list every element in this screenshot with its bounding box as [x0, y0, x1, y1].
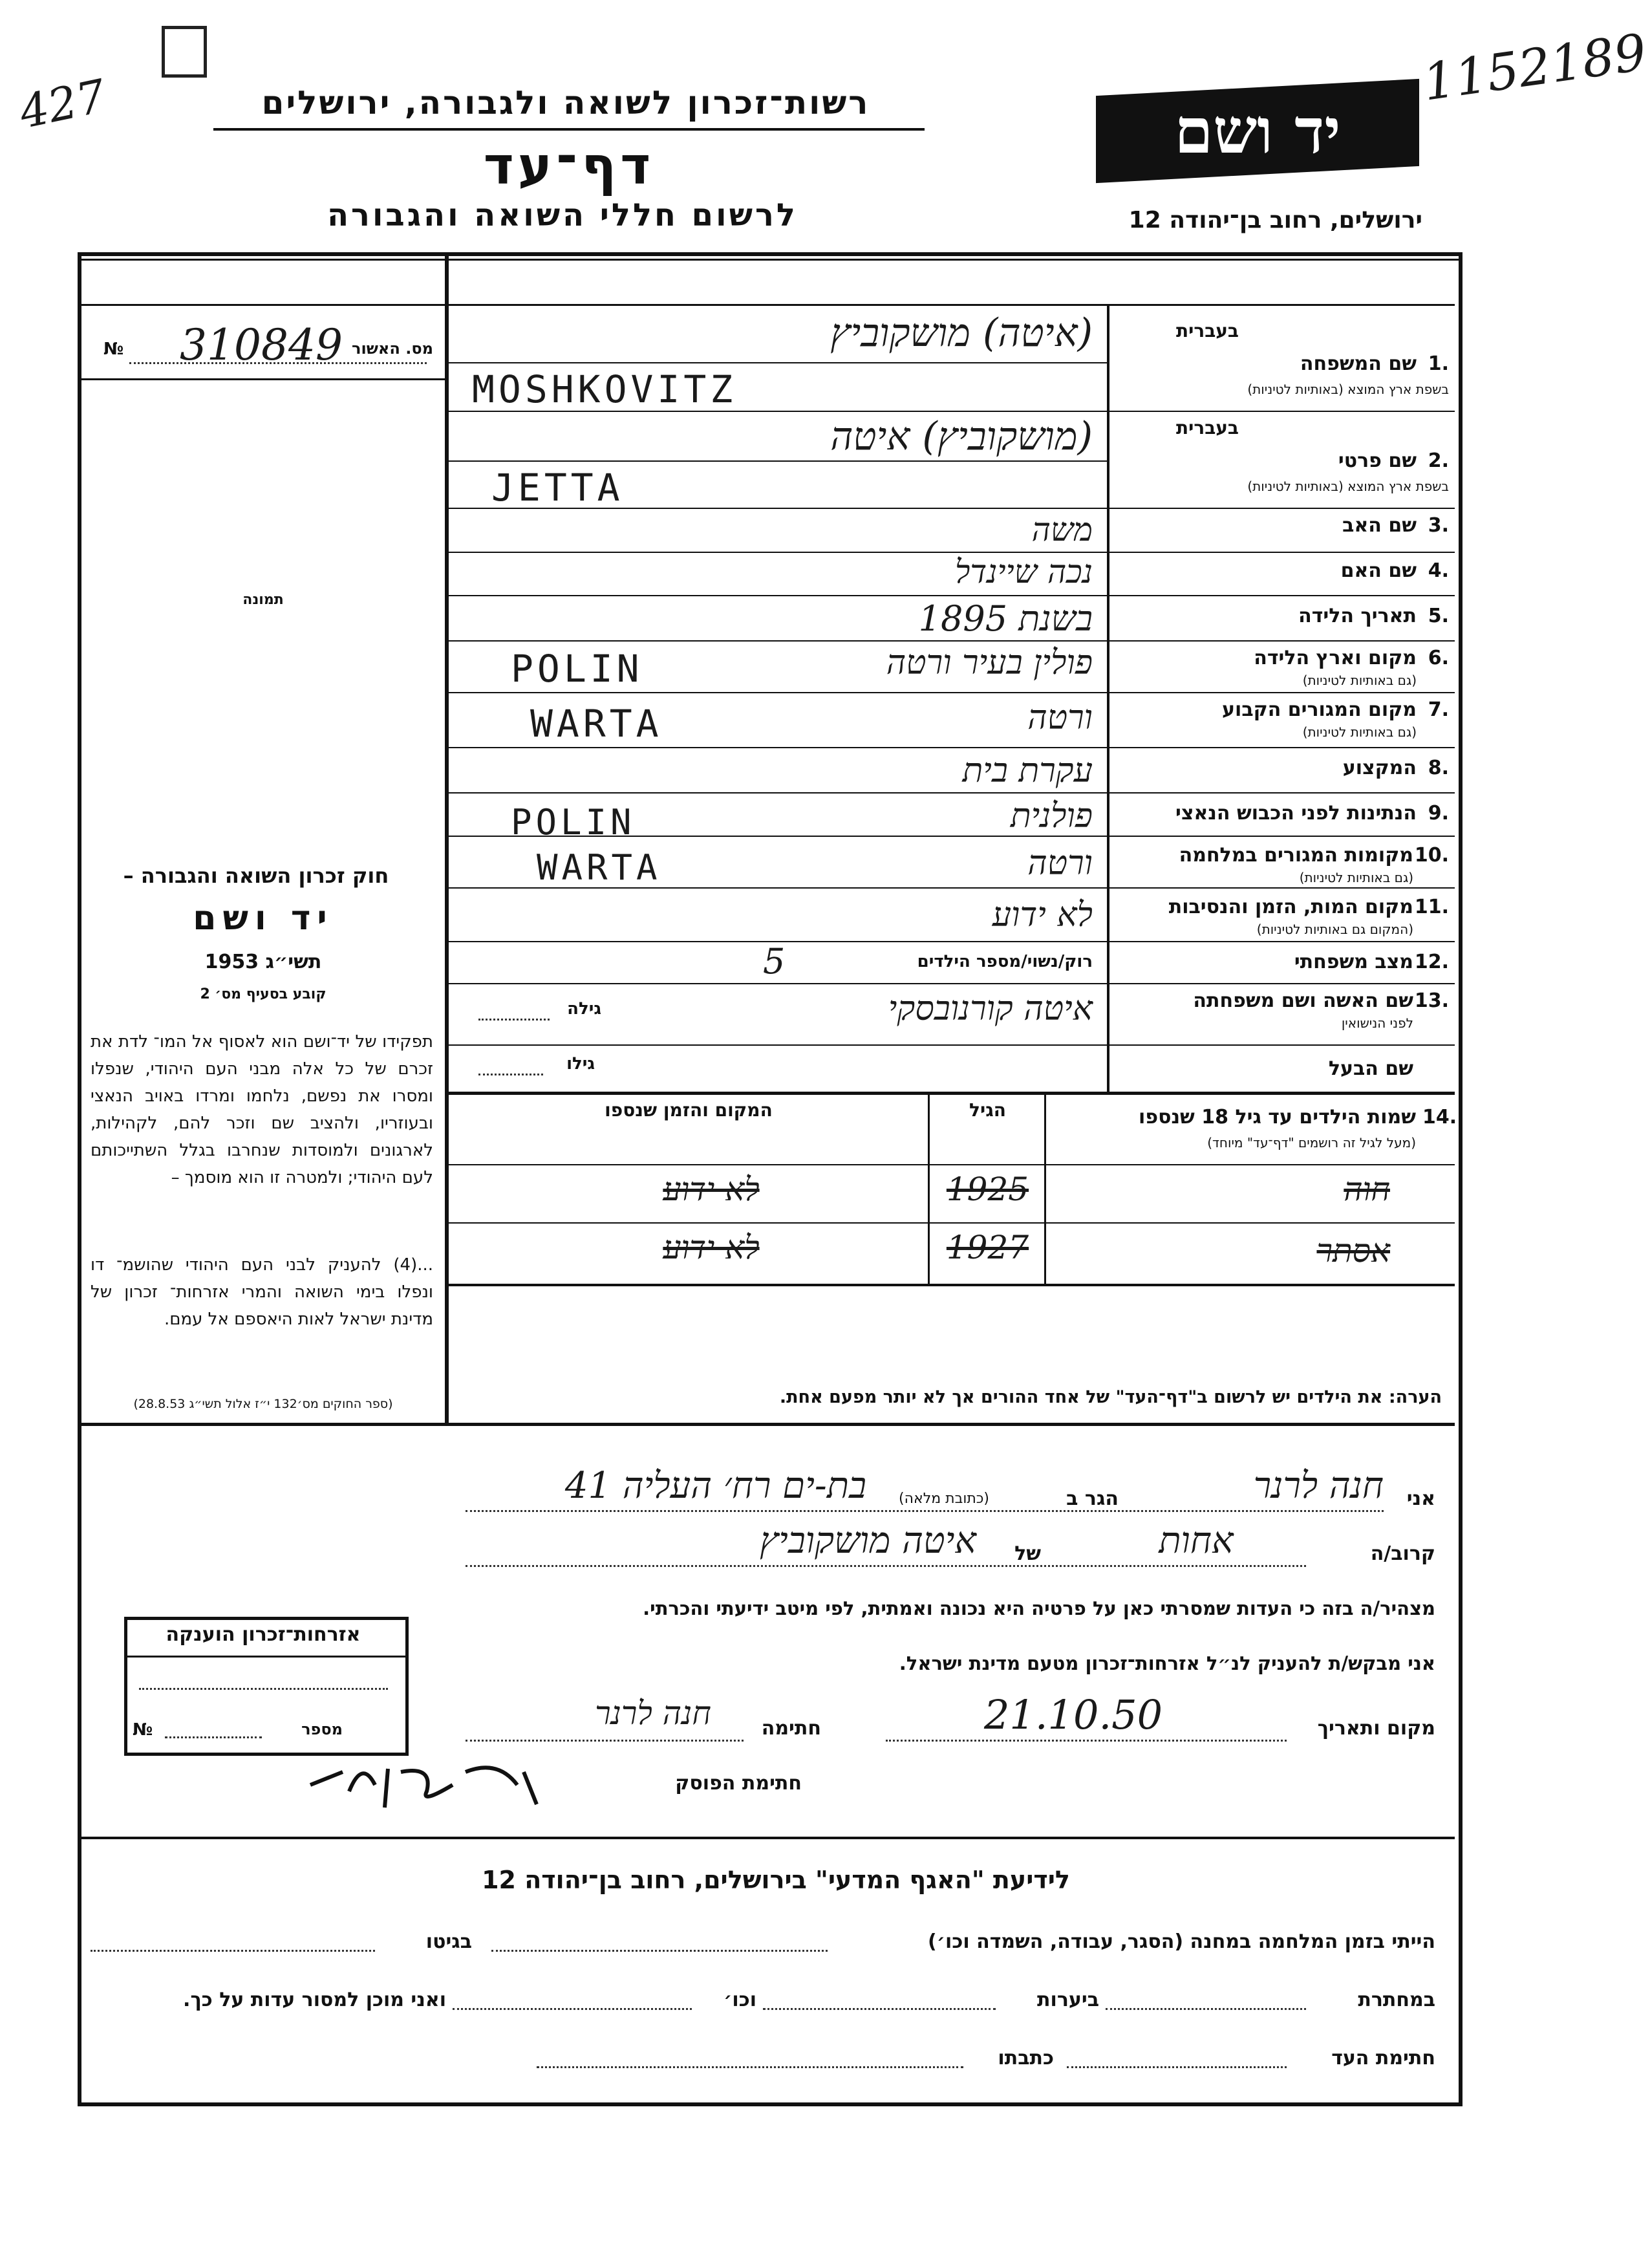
photo-label: תמונה [242, 592, 284, 608]
row-sep-12 [449, 983, 1455, 984]
field-row-1 [1109, 307, 1452, 411]
citizenship-box-number-line [165, 1736, 262, 1738]
field-9-label: הנתינות לפני הכבוש הנאצי [1175, 802, 1417, 825]
logo-text: יד ושם [1174, 94, 1341, 167]
field-row-10 [1109, 837, 1452, 889]
approval-rule [81, 378, 445, 380]
field-11-sub: (המקום גם באותיות לטיניות) [1256, 922, 1413, 937]
decl-line4: אני מבקש/ת להעניק לנ״ל אזרחות־זכרון מטעם מדינת ישראל. [899, 1652, 1435, 1674]
citizenship-box-title: אזרחות־זכרון הוענקה [166, 1623, 361, 1646]
approval-number: 310849 [180, 320, 343, 370]
field-2-value-latin: JETTA [491, 466, 624, 510]
field-10-sub: (גם באותיות לטיניות) [1299, 870, 1413, 885]
row-sep-2b [449, 460, 1107, 462]
children-header-rule [449, 1164, 1455, 1165]
row-sep-11 [449, 941, 1455, 942]
footer-l1-rule-1 [491, 1950, 828, 1952]
field-9-num: 9. [1428, 802, 1449, 825]
children-bottom-rule [449, 1284, 1455, 1286]
field-7-num: 7. [1428, 698, 1449, 721]
child-1-place: לא ידוע [663, 1171, 760, 1208]
signature-label: חתימה [761, 1717, 821, 1740]
field-2-label: שם פרטי [1338, 449, 1417, 472]
field-13-label: שם האשה ושם משפחתה [1193, 989, 1413, 1012]
decl-line1-name: חנה לרנר [1253, 1465, 1384, 1507]
field-2-value-he: (מושקוביץ) איטה [830, 414, 1093, 459]
field-13-num: 13. [1414, 989, 1449, 1012]
header-divider [213, 128, 925, 131]
stamp-mark [162, 26, 207, 78]
place-date-value: 21.10.50 [983, 1691, 1163, 1738]
child-2-name: אסתר [1316, 1232, 1390, 1269]
field-13-value: איטה קורנובסקי [888, 989, 1093, 1028]
footer-l2-rule-3 [453, 2008, 692, 2010]
field-8-label: המקצוע [1342, 757, 1417, 779]
law-body-2: ...(4) להעניק לבני העם היהודי שהושמ־ דו ונפלו בימי השואה והמרי אזרחות־ זכרון של מדינת ישראל לאות היאספם אל עמם. [91, 1255, 433, 1329]
field-8-value: עקרת בית [962, 751, 1093, 790]
law-clause: קובע בסעיף מס׳ 2 [200, 986, 327, 1002]
children-col-place: המקום והזמן שנספו [605, 1099, 773, 1121]
decl-line1-address: בת-ים רח׳ העליה 41 [564, 1465, 866, 1507]
field-row-13 [1109, 986, 1452, 1038]
children-col-age: הגיל [969, 1099, 1006, 1121]
left-column-top-rule [81, 304, 445, 306]
signature-rule [466, 1740, 744, 1742]
field-row-husband [1109, 1051, 1452, 1090]
decl-line3: מצהיר/ה בזה כי העדות שמסרתי כאן על פרטיה היא נכונה ואמתית, לפי מיטב ידיעתי והכרתי. [643, 1597, 1435, 1619]
decl-line2-name: איטה מושקוביץ [759, 1520, 976, 1562]
field-row-2 [1109, 411, 1452, 514]
field-11-value: לא ידוע [992, 896, 1093, 934]
field-3-label: שם האב [1342, 514, 1417, 537]
field-6-sub: (גם באותיות לטיניות) [1302, 673, 1417, 688]
field-5-label: תאריך הלידה [1298, 605, 1417, 627]
field-12-extra: רוק/נשוי/מספר הילדים [917, 952, 1093, 971]
field-4-label: שם האם [1340, 559, 1417, 582]
field-4-num: 4. [1428, 559, 1449, 582]
footer-l2b: ביערות [1037, 1989, 1099, 2011]
children-col-age-right [1044, 1094, 1046, 1285]
row-sep-5 [449, 640, 1455, 642]
footer-title: לידיעת "האגף המדעי" בירושלים, רחוב בן־יהודה 12 [482, 1866, 1070, 1894]
field-11-num: 11. [1414, 896, 1449, 918]
footer-l3a: חתימת העד [1331, 2047, 1435, 2069]
decl-line1-mid: הגר ב [1066, 1487, 1119, 1510]
place-date-label: מקום ותאריך [1317, 1717, 1435, 1740]
field-1-label: שם המשפחה [1300, 352, 1417, 375]
field-12-num: 12. [1414, 951, 1449, 973]
children-note: (מעל לגיל זה רושמים "דף־עד" מיוחד) [1207, 1135, 1416, 1150]
field-6-label: מקום וארץ הלידה [1254, 647, 1417, 669]
field-husband-age-label: גילו [566, 1054, 595, 1074]
field-6-value-latin: POLIN [511, 647, 643, 691]
children-col-age-left [928, 1094, 930, 1285]
field-4-value: נכה שיינדל [955, 553, 1093, 590]
decl-line1-prefix: אני [1406, 1487, 1435, 1510]
child-2-age: 1927 [946, 1229, 1029, 1266]
field-6-num: 6. [1428, 647, 1449, 669]
field-row-7 [1109, 692, 1452, 744]
children-row-rule-1 [449, 1222, 1455, 1224]
footer-rule [81, 1837, 1455, 1839]
child-2-place: לא ידוע [663, 1229, 760, 1266]
field-row-4 [1109, 553, 1452, 592]
field-row-8 [1109, 750, 1452, 789]
row-sep-6 [449, 692, 1455, 693]
adjudicator-signature [304, 1746, 588, 1817]
fields-top-rule [449, 304, 1455, 306]
field-7-value-latin: WARTA [530, 702, 663, 746]
field-13-age-line [478, 1019, 550, 1021]
law-year: תשי״ג 1953 [204, 951, 322, 973]
decl-line1-rule [466, 1510, 1384, 1512]
stamp-number-right: 1152189 [1419, 23, 1650, 113]
footer-l1-rule-2 [91, 1950, 375, 1952]
field-10-value-latin: WARTA [537, 847, 661, 888]
field-12-value: 5 [763, 941, 786, 982]
field-9-value-latin: POLIN [511, 802, 636, 843]
law-body-1: תפקידו של יד־ושם הוא לאסוף אל המו־ לדת את זכרם של כל אלה מבני העם היהודי, שנפלו ומסרו את נפשם, נלחמו ומרדו באויב הנאצי ובעוזריו, ולהציב שם וזכר להם, לקהילות, לארגונים ולמוסדות שנחרבו בגלל השתייכותם לעם היהודי; ולמטרה זו הוא מוסמך – [91, 1032, 433, 1187]
form-subtitle: לרשום חללי השואה והגבורה [327, 197, 798, 233]
footer-l2-rule-2 [763, 2008, 996, 2010]
citizenship-box-number-label: מספר [301, 1720, 343, 1738]
field-13-age-label: גילה [567, 999, 601, 1019]
authority-title: רשות־זכרון לשואה ולגבורה, ירושלים [261, 84, 870, 122]
footer-l3b: כתבתו [998, 2047, 1054, 2069]
field-10-label: מקומות המגורים במלחמה [1179, 844, 1413, 867]
child-1-age: 1925 [946, 1171, 1029, 1208]
footer-l3-rule-1 [1067, 2066, 1287, 2068]
field-12-label: מצב משפחתי [1294, 951, 1413, 973]
stamp-number-left: 427 [14, 69, 111, 139]
citizenship-box-no-sign: № [133, 1720, 153, 1740]
signature-value: חנה לרנר [595, 1694, 711, 1732]
children-title: שמות הילדים עד גיל 18 שנספו [1139, 1106, 1416, 1129]
place-date-rule [886, 1740, 1287, 1742]
approval-line [129, 362, 427, 364]
field-2-num: 2. [1428, 449, 1449, 472]
field-7-label: מקום המגורים הקבוע [1222, 698, 1417, 721]
field-1-value-latin: MOSHKOVITZ [472, 367, 737, 411]
field-11-label: מקום המות, הזמן והנסיבות [1168, 896, 1413, 918]
citizenship-box-dotted [139, 1688, 388, 1690]
row-sep-7 [449, 747, 1455, 748]
footer-l2c: וכו׳ [723, 1989, 756, 2011]
field-row-3 [1109, 508, 1452, 546]
field-3-num: 3. [1428, 514, 1449, 537]
law-source: (ספר החוקים מס׳132 י״ז אלול תשי״ג 28.8.53) [133, 1397, 393, 1411]
row-sep-14 [449, 1092, 1455, 1095]
citizenship-box-rule [124, 1656, 409, 1658]
row-sep-1b [449, 362, 1107, 363]
field-row-5 [1109, 598, 1452, 637]
footer-l2a: במחתרת [1358, 1989, 1435, 2011]
remark-rule [81, 1423, 1455, 1426]
row-sep-13 [449, 1044, 1455, 1046]
left-column-divider [445, 254, 449, 1423]
field-1-num: 1. [1428, 352, 1449, 375]
approval-no-sign: № [103, 340, 124, 359]
approval-label-text: מס. האשור [352, 340, 433, 358]
field-9-value-he: פולנית [1010, 797, 1093, 836]
field-row-11 [1109, 889, 1452, 941]
children-num: 14. [1422, 1106, 1457, 1129]
row-sep-4 [449, 595, 1455, 596]
field-row-6 [1109, 643, 1452, 692]
form-title: דף־עד [483, 136, 655, 196]
frame-inner-top [78, 259, 1459, 261]
field-row-9 [1109, 795, 1452, 834]
law-title: חוק זכרון השואה והגבורה – [123, 863, 389, 888]
field-1-tag: בעברית [1175, 320, 1239, 341]
field-2-sub: בשפת ארץ המוצא (באותיות לטיניות) [1247, 479, 1449, 494]
footer-l1b: בגיטו [425, 1930, 472, 1953]
field-13-sub: לפני הנישואין [1341, 1015, 1413, 1031]
child-1-name: חוה [1344, 1171, 1390, 1208]
decl-line2-rel: אחות [1159, 1520, 1234, 1562]
row-sep-8 [449, 792, 1455, 794]
field-7-value-he: ורטה [1027, 698, 1093, 737]
law-name: יד ושם [193, 899, 334, 938]
field-7-sub: (גם באותיות לטיניות) [1302, 724, 1417, 740]
field-row-12 [1109, 944, 1452, 983]
remark: הערה: את הילדים יש לרשום ב"דף־העד" של אחד ההורים אך לא יותר מפעם אחת. [779, 1387, 1442, 1407]
footer-l2d: ואני מוכן למסור עדות על כך. [183, 1989, 446, 2011]
field-husband-age-line [478, 1074, 543, 1075]
field-6-value-he: פולין בעיר ורטה [886, 643, 1093, 682]
footer-l3-rule-2 [537, 2066, 963, 2068]
decl-line2-rule [466, 1565, 1306, 1567]
footer-l1a: הייתי בזמן המלחמה במחנה (הסגר, עבודה, השמדה וכו׳) [928, 1930, 1435, 1953]
signer-label: חתימת הפוסק [675, 1772, 802, 1795]
footer-l2-rule-1 [1106, 2008, 1306, 2010]
field-1-sub: בשפת ארץ המוצא (באותיות לטיניות) [1247, 382, 1449, 397]
field-3-value: משה [1031, 511, 1093, 548]
decl-line2-mid: של [1014, 1542, 1041, 1565]
field-8-num: 8. [1428, 757, 1449, 779]
field-10-value-he: ורטה [1027, 844, 1093, 883]
decl-line1-hint: (כתובת מלאה) [899, 1491, 989, 1507]
approval-label [103, 320, 440, 370]
field-5-num: 5. [1428, 605, 1449, 627]
address: ירושלים, רחוב בן־יהודה 12 [1128, 207, 1422, 233]
field-5-value: בשנת 1895 [918, 598, 1093, 639]
field-10-num: 10. [1414, 844, 1449, 867]
field-2-tag: בעברית [1175, 417, 1239, 438]
field-husband-label: שם הבעל [1328, 1057, 1413, 1080]
field-1-value-he: (איטה) מושקוביץ [830, 310, 1093, 356]
decl-line2-prefix: קרוב/ה [1370, 1542, 1435, 1565]
